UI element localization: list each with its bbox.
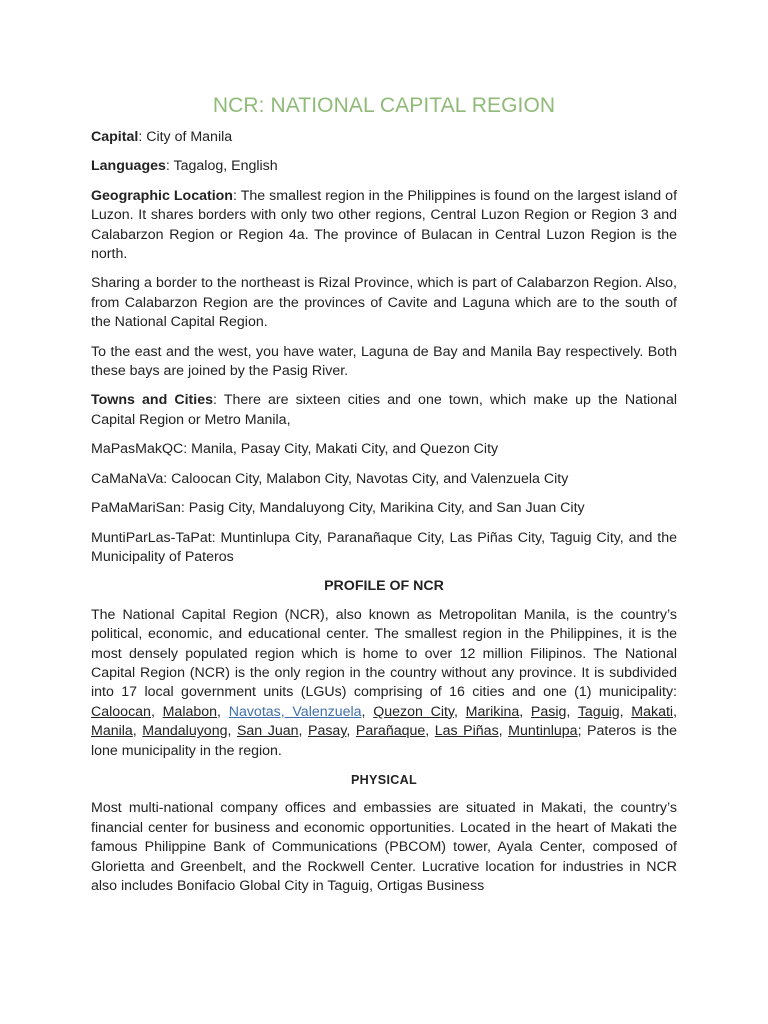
- geographic-location-label: Geographic Location: [91, 187, 233, 204]
- profile-paragraph: The National Capital Region (NCR), also known as Metropolitan Manila, is the country’s political, economic, and educational center. The smallest region in the Philippines, it is the most densely populated region which is home to over 12 million Filipinos. The National Capital Region (NCR) is the only region in the country without any province. It is subdivided into 17 local government units (LGUs) comprising of 16 cities and one (1) municipality: Caloocan, Malabon, Navotas, Valenzuela, Quezon City, Marikina, Pasig, Taguig, Makati, Manila, Mandaluyong, San Juan, Pasay, Parañaque, Las Piñas, Muntinlupa; Pateros is the lone municipality in the region.: [91, 606, 678, 759]
- page-title: NCR: NATIONAL CAPITAL REGION: [212, 94, 556, 117]
- towns-cities-label: Towns and Cities: [91, 392, 214, 409]
- group-mapasmakqc: MaPasMakQC: Manila, Pasay City, Makati City, and Quezon City: [91, 441, 499, 458]
- link-san-juan[interactable]: San Juan: [236, 723, 299, 740]
- towns-cities-paragraph: [91, 391, 677, 430]
- group-pamamarisan: PaMaMariSan: Pasig City, Mandaluyong City, Marikina City, and San Juan City: [91, 500, 585, 517]
- profile-heading: PROFILE OF NCR: [324, 578, 444, 595]
- link-taguig[interactable]: Taguig: [577, 703, 620, 720]
- physical-heading: PHYSICAL: [350, 772, 418, 787]
- physical-paragraph: Most multi-national company offices and embassies are situated in Makati, the country’s financial center for business and economic opportunities. Located in the heart of Makati the famous Philippine Bank of Communications (PBCOM) tower, Ayala Center, composed of Glorietta and Greenbelt, and the Rockwell Center. Lucrative location for industries in NCR also includes Bonifacio Global City in Taguig, Ortigas Business: [91, 800, 677, 894]
- towns-cities-text: : There are sixteen cities and one town, which make up the National Capital Region or Metro Manila,: [91, 392, 677, 428]
- capital-value: : City of Manila: [138, 129, 233, 145]
- link-pasay[interactable]: Pasay: [307, 723, 347, 740]
- link-quezon-city[interactable]: Quezon City: [373, 703, 454, 720]
- link-makati[interactable]: Makati: [631, 703, 674, 720]
- geographic-location-paragraph: [91, 187, 677, 265]
- document-page: [91, 92, 677, 906]
- pateros-text: ; Pateros is the lone municipality in the region.: [91, 723, 677, 759]
- link-pasig[interactable]: Pasig: [530, 703, 567, 720]
- group-camanava: CaMaNaVa: Caloocan City, Malabon City, Navotas City, and Valenzuela City: [91, 470, 569, 487]
- east-west-paragraph: To the east and the west, you have water, Laguna de Bay and Manila Bay respectively. Both these bays are joined by the Pasig River.: [91, 343, 677, 380]
- link-paranaque[interactable]: Parañaque: [355, 723, 426, 740]
- link-manila[interactable]: Manila: [91, 723, 133, 740]
- languages-paragraph: [91, 157, 677, 176]
- link-navotas-valenzuela[interactable]: Navotas, Valenzuela: [228, 703, 362, 720]
- link-mandaluyong[interactable]: Mandaluyong: [142, 723, 228, 740]
- capital-label: Capital: [91, 129, 139, 145]
- link-marikina[interactable]: Marikina: [465, 703, 520, 720]
- group-muntiparlas-tapat: MuntiParLas-TaPat: Muntinlupa City, Paranañaque City, Las Piñas City, Taguig City, and the Municipality of Pateros: [91, 529, 677, 565]
- geographic-location-text: : The smallest region in the Philippines is found on the largest island of Luzon. It shares borders with only two other regions, Central Luzon Region or Region 3 and Calabarzon Region or Region 4a. The province of Bulacan in Central Luzon Region is the north.: [91, 187, 678, 263]
- northeast-border-paragraph: Sharing a border to the northeast is Rizal Province, which is part of Calabarzon Region. Also, from Calabarzon Region are the provinces of Cavite and Laguna which are to the south of the National Capital Region.: [91, 275, 677, 331]
- profile-text: The National Capital Region (NCR), also known as Metropolitan Manila, is the country’s political, economic, and educational center. The smallest region in the Philippines, it is the most densely populated region which is home to over 12 million Filipinos. The National Capital Region (NCR) is the only region in the country without any province. It is subdivided into 17 local government units (LGUs) comprising of 16 cities and one (1) municipality:: [91, 606, 677, 701]
- languages-value: : Tagalog, English: [165, 158, 278, 175]
- link-las-pinas[interactable]: Las Piñas: [434, 723, 499, 740]
- languages-label: Languages: [91, 158, 166, 175]
- capital-paragraph: [91, 128, 677, 147]
- link-muntinlupa[interactable]: Muntinlupa: [508, 723, 578, 740]
- link-malabon[interactable]: Malabon: [162, 703, 218, 720]
- link-caloocan[interactable]: Caloocan: [91, 703, 151, 720]
